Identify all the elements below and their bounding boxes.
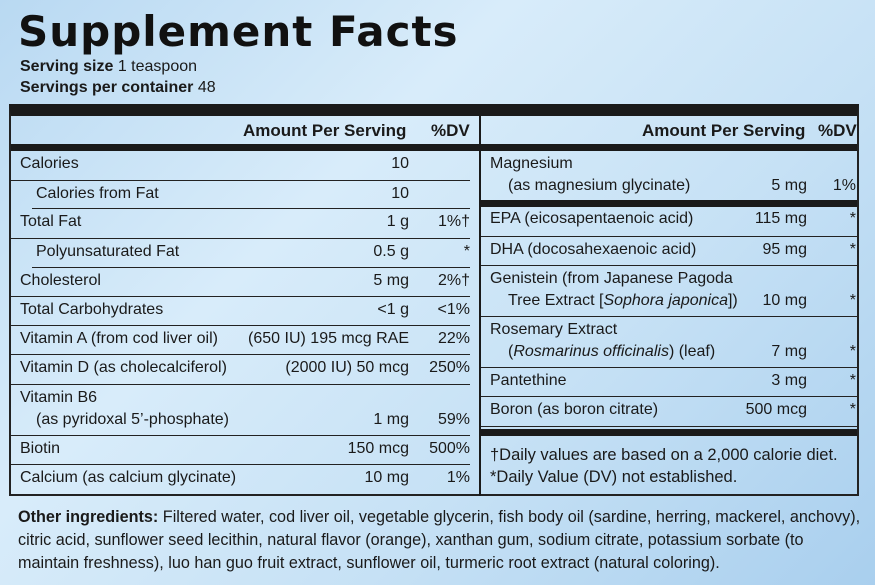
left-row-amount: 10 mg: [364, 469, 409, 486]
right-row-name-line2: (as magnesium glycinate): [508, 177, 691, 194]
right-row-name: Rosemary Extract: [490, 321, 618, 338]
name-prefix: Tree Extract [: [508, 292, 604, 309]
left-row-name: Total Carbohydrates: [20, 301, 164, 318]
right-row-dv: *: [849, 343, 856, 360]
left-row-amount: 1 g: [386, 213, 409, 230]
right-row-amount: 500 mcg: [745, 401, 807, 418]
right-row-amount: 7 mg: [771, 343, 807, 360]
right-header-amount: Amount Per Serving: [642, 121, 806, 140]
left-header-amount: Amount Per Serving: [243, 121, 407, 140]
left-row-name: Calories from Fat: [36, 185, 159, 202]
right-row-name: Boron (as boron citrate): [490, 401, 659, 418]
left-row-amount: (650 IU) 195 mcg RAE: [248, 330, 409, 347]
left-row-name-line2: (as pyridoxal 5’-phosphate): [36, 411, 229, 428]
name-latin: Sophora japonica: [603, 292, 728, 309]
left-row-amount: 5 mg: [373, 272, 409, 289]
right-row-dv: *: [849, 292, 856, 309]
right-row-name: Magnesium: [490, 155, 573, 172]
left-row-amount: 10: [391, 155, 409, 172]
left-row-amount: 1 mg: [373, 411, 409, 428]
right-row-name-line2: [508, 292, 738, 310]
name-suffix: ) (leaf): [668, 343, 716, 360]
left-header-dv: %DV: [431, 121, 470, 140]
right-row-dv: 1%: [832, 177, 856, 194]
right-row-amount: 115 mg: [754, 210, 807, 227]
right-row-amount: 95 mg: [762, 241, 807, 258]
right-row-amount: 5 mg: [771, 177, 807, 194]
right-header-dv: %DV: [818, 121, 857, 140]
right-row-amount: 3 mg: [771, 372, 807, 389]
right-row-name: Pantethine: [490, 372, 567, 389]
panel-title: Supplement Facts: [18, 7, 459, 56]
left-row-name: Vitamin A (from cod liver oil): [20, 330, 218, 347]
left-row-name: Vitamin B6: [20, 389, 98, 406]
right-row-dv: *: [849, 241, 856, 258]
serving-size-value: 1 teaspoon: [117, 58, 198, 75]
name-latin: Rosmarinus officinalis: [513, 343, 669, 360]
left-row-dv: 500%: [429, 440, 470, 457]
left-row-name: Cholesterol: [20, 272, 101, 289]
right-row-name: Genistein (from Japanese Pagoda: [490, 270, 733, 287]
right-header-rule: [481, 144, 857, 151]
left-row-dv: 2%†: [437, 272, 470, 289]
left-row-name: Vitamin D (as cholecalciferol): [20, 359, 227, 376]
left-row-amount: 0.5 g: [373, 243, 409, 260]
left-row-name: Biotin: [20, 440, 61, 457]
left-row-name: Total Fat: [20, 213, 82, 230]
left-row-dv: <1%: [437, 301, 470, 318]
left-row-name: Calories: [20, 155, 79, 172]
magnesium-rule: [481, 200, 857, 207]
right-row-dv: *: [849, 401, 856, 418]
other-ingredients-label: Other ingredients:: [18, 508, 159, 526]
left-header-rule: [11, 144, 479, 151]
serving-size-label: Serving size: [20, 58, 114, 75]
right-row-amount: 10 mg: [762, 292, 807, 309]
footnote-rule: [481, 429, 857, 436]
right-row-name-line2: [508, 343, 715, 361]
other-ingredients-text: Filtered water, cod liver oil, vegetable glycerin, fish body oil (sardine, herring, mackerel, anchovy), citric acid, sunflower seed lecithin, natural flavor (orange), xanthan gum, sodium citrate, potassium sorbate (to maintain freshness), luo han guo fruit extract, sunflower oil, turmeric root extract (natural coloring).: [18, 508, 861, 572]
servings-value: 48: [197, 79, 216, 96]
other-ingredients: [18, 506, 863, 575]
left-row-amount: 150 mcg: [347, 440, 409, 457]
right-row-name: DHA (docosahexaenoic acid): [490, 241, 697, 258]
right-row-name: EPA (eicosapentaenoic acid): [490, 210, 694, 227]
footnote-daily-values: †Daily values are based on a 2,000 calorie diet.: [490, 446, 838, 464]
left-row-name: Calcium (as calcium glycinate): [20, 469, 237, 486]
servings-label: Servings per container: [20, 79, 194, 96]
left-row-name: Polyunsaturated Fat: [36, 243, 180, 260]
right-row-dv: *: [849, 372, 856, 389]
left-row-dv: 59%: [437, 411, 470, 428]
name-prefix: (: [508, 343, 514, 360]
right-row-dv: *: [849, 210, 856, 227]
left-row-dv: 1%†: [437, 213, 470, 230]
left-row-amount: (2000 IU) 50 mcg: [285, 359, 409, 376]
left-row-dv: 1%: [446, 469, 470, 486]
left-row-amount: <1 g: [377, 301, 409, 318]
left-row-dv: 22%: [437, 330, 470, 347]
left-row-dv: 250%: [429, 359, 470, 376]
left-row-dv: *: [463, 243, 470, 260]
serving-size: [20, 58, 197, 76]
servings-per-container: [20, 79, 216, 97]
name-suffix: ]): [727, 292, 738, 309]
footnote-dv-not-established: *Daily Value (DV) not established.: [490, 468, 738, 486]
left-row-amount: 10: [391, 185, 409, 202]
